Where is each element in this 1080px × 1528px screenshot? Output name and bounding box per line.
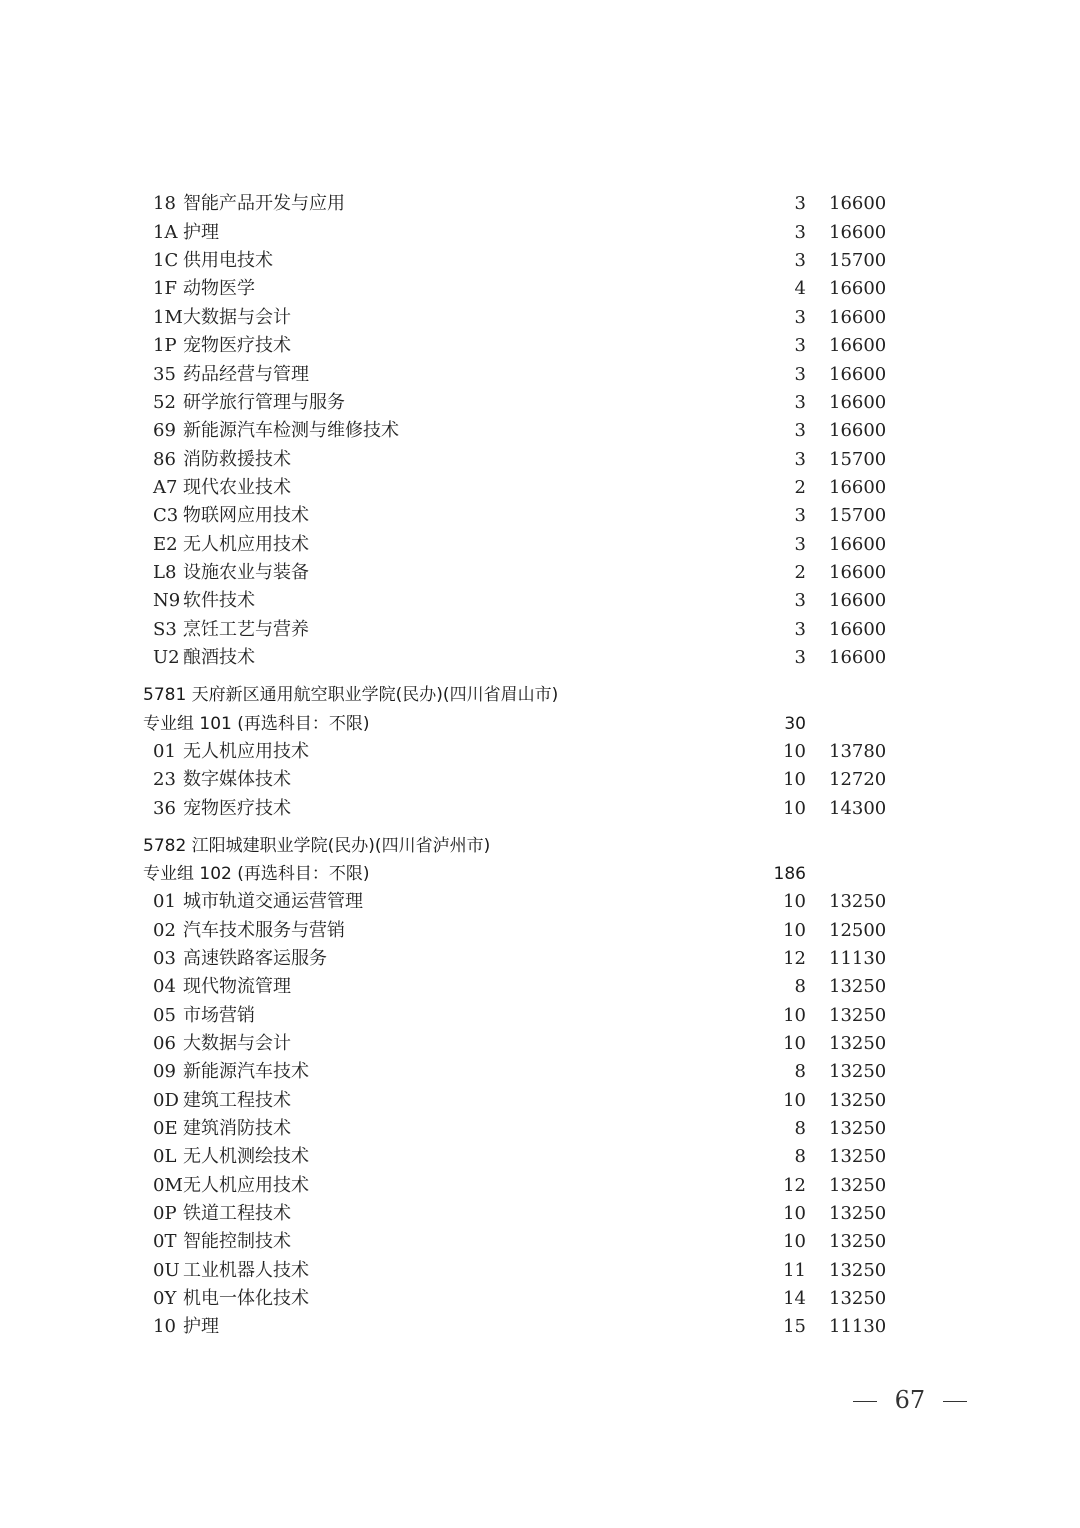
major-code: 52 [153, 392, 176, 413]
plan-count: 15 [783, 1316, 806, 1337]
major-code: 03 [153, 948, 176, 969]
major-code: 06 [153, 1033, 176, 1054]
major-name: 护理 [183, 222, 219, 243]
plan-count: 3 [794, 335, 806, 356]
list-item [0, 973, 1080, 1001]
list-item [0, 559, 1080, 587]
plan-count: 3 [794, 222, 806, 243]
list-item [0, 1200, 1080, 1228]
tuition-fee: 11130 [829, 1316, 887, 1337]
major-name: 供用电技术 [183, 250, 273, 271]
list-item [0, 1285, 1080, 1313]
major-code: 01 [153, 891, 176, 912]
major-code: 0D [153, 1090, 179, 1111]
major-code: 0M [153, 1175, 183, 1196]
major-code: 1P [153, 335, 177, 356]
list-item [0, 644, 1080, 672]
major-name: 建筑工程技术 [183, 1090, 291, 1111]
plan-count: 12 [783, 1175, 806, 1196]
plan-count: 8 [794, 1061, 806, 1082]
major-code: N9 [153, 590, 181, 611]
tuition-fee: 13250 [829, 1118, 887, 1139]
tuition-fee: 12500 [829, 920, 887, 941]
tuition-fee: 16600 [829, 364, 887, 385]
plan-count: 3 [794, 420, 806, 441]
major-name: 宠物医疗技术 [183, 798, 291, 819]
school-title: 5781 天府新区通用航空职业学院(民办)(四川省眉山市) [143, 685, 559, 705]
plan-count: 3 [794, 392, 806, 413]
major-name: 机电一体化技术 [183, 1288, 309, 1309]
plan-count: 10 [783, 1033, 806, 1054]
major-code: 86 [153, 449, 176, 470]
group-plan-count: 30 [784, 714, 806, 734]
major-code: 0L [153, 1146, 177, 1167]
plan-count: 4 [794, 278, 806, 299]
group-name: 专业组 101 (再选科目：不限) [143, 714, 370, 734]
list-item [0, 766, 1080, 794]
list-item [0, 1058, 1080, 1086]
tuition-fee: 16600 [829, 647, 887, 668]
tuition-fee: 13250 [829, 1288, 887, 1309]
major-code: 10 [153, 1316, 176, 1337]
major-code: 09 [153, 1061, 176, 1082]
school-heading [0, 832, 1080, 860]
dash-left [853, 1401, 877, 1402]
tuition-fee: 16600 [829, 193, 887, 214]
major-code: 69 [153, 420, 176, 441]
tuition-fee: 15700 [829, 449, 887, 470]
major-group-heading [0, 710, 1080, 738]
page-number: 67 [894, 1386, 926, 1414]
major-name: 铁道工程技术 [183, 1203, 291, 1224]
list-item [0, 1257, 1080, 1285]
list-item [0, 190, 1080, 218]
list-item [0, 917, 1080, 945]
list-item [0, 1002, 1080, 1030]
tuition-fee: 13250 [829, 976, 887, 997]
major-name: 研学旅行管理与服务 [183, 392, 345, 413]
tuition-fee: 16600 [829, 392, 887, 413]
major-code: E2 [153, 534, 178, 555]
tuition-fee: 16600 [829, 590, 887, 611]
major-code: A7 [153, 477, 178, 498]
plan-count: 10 [783, 1090, 806, 1111]
tuition-fee: 15700 [829, 505, 887, 526]
major-code: 01 [153, 741, 176, 762]
major-name: 大数据与会计 [183, 1033, 291, 1054]
tuition-fee: 13780 [829, 741, 887, 762]
major-name: 市场营销 [183, 1005, 255, 1026]
plan-count: 14 [783, 1288, 806, 1309]
major-code: 05 [153, 1005, 176, 1026]
page-number-footer [843, 1384, 977, 1416]
plan-count: 2 [794, 562, 806, 583]
list-item [0, 389, 1080, 417]
plan-count: 3 [794, 619, 806, 640]
plan-count: 12 [783, 948, 806, 969]
list-item [0, 275, 1080, 303]
list-item [0, 1143, 1080, 1171]
list-item [0, 738, 1080, 766]
plan-count: 3 [794, 590, 806, 611]
plan-count: 10 [783, 741, 806, 762]
plan-count: 11 [783, 1260, 806, 1281]
major-name: 大数据与会计 [183, 307, 291, 328]
list-item [0, 446, 1080, 474]
tuition-fee: 14300 [829, 798, 887, 819]
list-item [0, 502, 1080, 530]
major-code: 18 [153, 193, 176, 214]
major-code: 0P [153, 1203, 177, 1224]
major-code: 02 [153, 920, 176, 941]
list-item [0, 531, 1080, 559]
major-code: 04 [153, 976, 176, 997]
major-group-heading [0, 860, 1080, 888]
major-code: 0T [153, 1231, 177, 1252]
major-name: 新能源汽车技术 [183, 1061, 309, 1082]
list-item [0, 795, 1080, 823]
tuition-fee: 16600 [829, 278, 887, 299]
tuition-fee: 16600 [829, 420, 887, 441]
list-item [0, 1030, 1080, 1058]
school-heading [0, 681, 1080, 709]
major-name: 消防救援技术 [183, 449, 291, 470]
major-name: 药品经营与管理 [183, 364, 309, 385]
plan-count: 10 [783, 798, 806, 819]
tuition-fee: 11130 [829, 948, 887, 969]
tuition-fee: 13250 [829, 1231, 887, 1252]
plan-count: 3 [794, 534, 806, 555]
major-code: 1F [153, 278, 177, 299]
tuition-fee: 13250 [829, 891, 887, 912]
tuition-fee: 16600 [829, 307, 887, 328]
list-item [0, 474, 1080, 502]
plan-count: 2 [794, 477, 806, 498]
major-name: 城市轨道交通运营管理 [183, 891, 363, 912]
major-name: 物联网应用技术 [183, 505, 309, 526]
major-name: 动物医学 [183, 278, 255, 299]
tuition-fee: 13250 [829, 1033, 887, 1054]
plan-count: 3 [794, 307, 806, 328]
plan-count: 10 [783, 920, 806, 941]
major-name: 护理 [183, 1316, 219, 1337]
major-code: S3 [153, 619, 177, 640]
major-name: 现代物流管理 [183, 976, 291, 997]
plan-count: 3 [794, 449, 806, 470]
plan-count: 10 [783, 1203, 806, 1224]
major-name: 无人机测绘技术 [183, 1146, 309, 1167]
major-name: 无人机应用技术 [183, 534, 309, 555]
list-item [0, 332, 1080, 360]
major-code: 1C [153, 250, 179, 271]
plan-count: 3 [794, 250, 806, 271]
tuition-fee: 16600 [829, 562, 887, 583]
plan-count: 3 [794, 505, 806, 526]
dash-right [943, 1401, 967, 1402]
plan-count: 8 [794, 1118, 806, 1139]
list-item [0, 945, 1080, 973]
major-code: 1M [153, 307, 183, 328]
plan-count: 3 [794, 364, 806, 385]
major-code: 35 [153, 364, 176, 385]
list-item [0, 587, 1080, 615]
group-name: 专业组 102 (再选科目：不限) [143, 864, 370, 884]
plan-count: 8 [794, 976, 806, 997]
group-plan-count: 186 [773, 864, 806, 884]
list-item [0, 1115, 1080, 1143]
major-code: 0Y [153, 1288, 177, 1309]
tuition-fee: 13250 [829, 1203, 887, 1224]
major-code: C3 [153, 505, 179, 526]
list-item [0, 1172, 1080, 1200]
major-name: 高速铁路客运服务 [183, 948, 327, 969]
list-item [0, 1313, 1080, 1341]
major-name: 无人机应用技术 [183, 1175, 309, 1196]
major-code: 23 [153, 769, 176, 790]
major-name: 数字媒体技术 [183, 769, 291, 790]
major-name: 智能产品开发与应用 [183, 193, 345, 214]
major-code: 1A [153, 222, 178, 243]
plan-count: 10 [783, 1005, 806, 1026]
plan-count: 3 [794, 647, 806, 668]
plan-count: 10 [783, 769, 806, 790]
list-item [0, 247, 1080, 275]
tuition-fee: 13250 [829, 1090, 887, 1111]
plan-count: 8 [794, 1146, 806, 1167]
major-code: L8 [153, 562, 177, 583]
major-code: 0E [153, 1118, 178, 1139]
major-name: 宠物医疗技术 [183, 335, 291, 356]
tuition-fee: 16600 [829, 619, 887, 640]
major-name: 软件技术 [183, 590, 255, 611]
tuition-fee: 16600 [829, 222, 887, 243]
tuition-fee: 13250 [829, 1175, 887, 1196]
major-name: 新能源汽车检测与维修技术 [183, 420, 399, 441]
tuition-fee: 13250 [829, 1061, 887, 1082]
list-item [0, 361, 1080, 389]
plan-count: 10 [783, 891, 806, 912]
list-item [0, 304, 1080, 332]
major-name: 设施农业与装备 [183, 562, 309, 583]
major-name: 现代农业技术 [183, 477, 291, 498]
tuition-fee: 12720 [829, 769, 887, 790]
list-item [0, 219, 1080, 247]
major-code: 0U [153, 1260, 180, 1281]
major-name: 智能控制技术 [183, 1231, 291, 1252]
major-code: U2 [153, 647, 180, 668]
tuition-fee: 13250 [829, 1260, 887, 1281]
tuition-fee: 15700 [829, 250, 887, 271]
list-item [0, 1228, 1080, 1256]
list-item [0, 1087, 1080, 1115]
school-title: 5782 江阳城建职业学院(民办)(四川省泸州市) [143, 836, 491, 856]
plan-count: 3 [794, 193, 806, 214]
major-name: 无人机应用技术 [183, 741, 309, 762]
tuition-fee: 13250 [829, 1146, 887, 1167]
major-name: 汽车技术服务与营销 [183, 920, 345, 941]
major-name: 工业机器人技术 [183, 1260, 309, 1281]
tuition-fee: 13250 [829, 1005, 887, 1026]
tuition-fee: 16600 [829, 477, 887, 498]
plan-count: 10 [783, 1231, 806, 1252]
list-item [0, 888, 1080, 916]
major-name: 烹饪工艺与营养 [183, 619, 309, 640]
tuition-fee: 16600 [829, 534, 887, 555]
list-item [0, 616, 1080, 644]
major-name: 建筑消防技术 [183, 1118, 291, 1139]
major-code: 36 [153, 798, 176, 819]
tuition-fee: 16600 [829, 335, 887, 356]
list-item [0, 417, 1080, 445]
major-name: 酿酒技术 [183, 647, 255, 668]
